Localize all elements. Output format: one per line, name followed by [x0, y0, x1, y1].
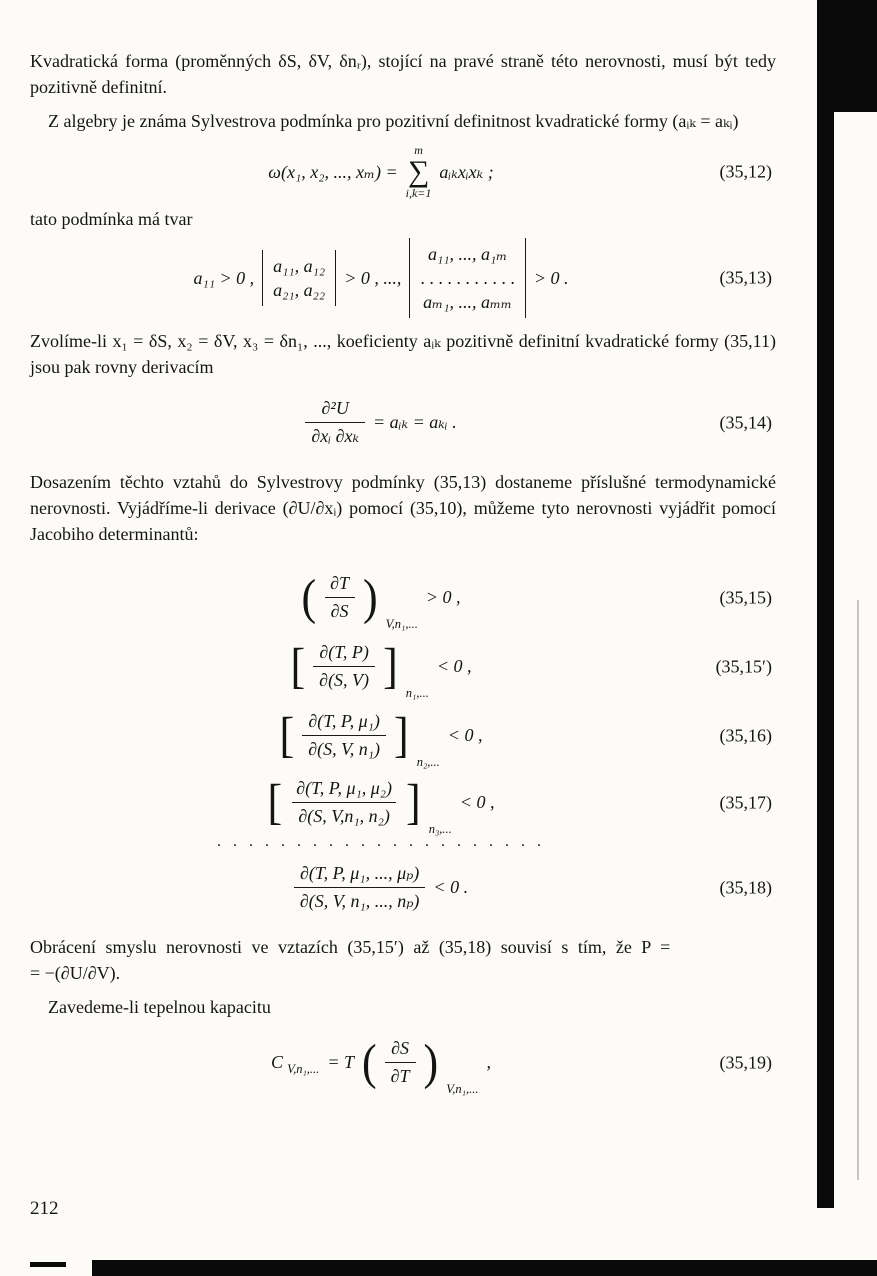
paragraph-coefficients: Zvolíme-li x₁ = δS, x₂ = δV, x₃ = δn₁, ..., koeficienty aᵢₖ pozitivně definitní kvadratické formy (35,11) jsou pak rovny derivacím [30, 331, 776, 378]
paragraph-condition: tato podmínka má tvar [30, 209, 193, 230]
equation-number: (35,18) [719, 877, 772, 898]
eq14-rhs: = aᵢₖ = aₖᵢ . [373, 412, 457, 433]
ellipsis-row [30, 833, 776, 851]
equation-number: (35,17) [719, 792, 772, 813]
fraction-denominator: ∂(S, V, n₁, ..., nₚ) [294, 887, 426, 912]
fraction-numerator: ∂(T, P, μ₁) [308, 711, 380, 732]
left-bracket: [ [279, 708, 295, 763]
fraction-denominator: ∂S [325, 597, 355, 622]
eq13-term3: > 0 . [533, 267, 569, 288]
paragraph-substitution: Dosazením těchto vztahů do Sylvestrovy podmínky (35,13) dostaneme příslušné termodynamické nerovnosti. Vyjádříme-li derivace (∂U/∂xᵢ) pomocí (35,10), můžeme tyto nerovnosti vyjádřit pomocí Jacobiho determinantů: [30, 472, 776, 545]
equation-35-15 [30, 570, 776, 632]
fraction-denominator: ∂(S, V, n₁) [302, 735, 386, 760]
equation-number: (35,12) [719, 161, 772, 182]
left-paren: ( [361, 1035, 377, 1090]
scan-gutter-shadow [817, 0, 834, 1208]
equation-number: (35,15′) [715, 656, 772, 677]
ellipsis-dots: . . . . . . . . . . . . . . . . . . . . . [217, 833, 545, 851]
eq18-relation: < 0 . [433, 877, 469, 898]
fraction [305, 398, 365, 447]
scan-mark-bottom-left [30, 1262, 66, 1267]
eq19-symbol: C [271, 1052, 284, 1073]
summation-symbol [406, 144, 432, 200]
right-paren: ) [363, 570, 378, 625]
eq12-lhs: ω(x₁, x₂, ..., xₘ) = [268, 161, 398, 182]
constraint-subscript: n₁,... [405, 686, 429, 701]
right-bracket: ] [383, 639, 398, 694]
eq15-relation: > 0 , [425, 587, 461, 608]
fraction [313, 642, 375, 691]
fraction-denominator: ∂(S, V,n₁, n₂) [292, 802, 396, 827]
sum-upper-limit: m [414, 143, 423, 157]
det-row-dots: . . . . . . . . . . . [420, 268, 515, 289]
determinant-mxm [409, 238, 526, 318]
constraint-subscript: V,n₁,... [385, 617, 418, 632]
eq19-equals: = T [327, 1052, 354, 1073]
fraction [385, 1038, 416, 1087]
paragraph-reversal-line1: Obrácení smyslu nerovnosti ve vztazích (35,15′) až (35,18) souvisí s tím, že P = [30, 937, 671, 958]
scan-dark-corner-top-right [817, 0, 877, 112]
fraction-denominator: ∂xᵢ ∂xₖ [305, 422, 365, 447]
fraction-numerator: ∂(T, P, μ₁, μ₂) [296, 778, 393, 799]
eq16-relation: < 0 , [447, 725, 483, 746]
constraint-subscript: n₃,... [428, 822, 452, 837]
fraction [302, 711, 386, 760]
eq15p-relation: < 0 , [436, 656, 472, 677]
paragraph-reversal [30, 934, 776, 986]
fraction [290, 778, 398, 827]
page-number: 212 [30, 1198, 59, 1219]
fraction-numerator: ∂T [330, 573, 349, 594]
paragraph-sylvester: Z algebry je známa Sylvestrova podmínka pro pozitivní definitnost kvadratické formy (aᵢₖ = aₖᵢ) [48, 111, 739, 131]
fraction [294, 863, 426, 912]
eq19-symbol-subscript: V,n₁,... [287, 1062, 320, 1077]
fraction-numerator: ∂S [391, 1038, 410, 1059]
eq13-term2: > 0 , ..., [344, 267, 402, 288]
sigma-icon: ∑ [407, 155, 430, 189]
equation-number: (35,15) [719, 587, 772, 608]
equation-35-12 [30, 144, 776, 200]
constraint-subscript: V,n₁,... [446, 1082, 479, 1097]
eq17-relation: < 0 , [459, 792, 495, 813]
text-block [30, 48, 776, 1097]
constraint-subscript: n₂,... [416, 755, 440, 770]
equation-35-16 [30, 708, 776, 770]
det-row: a₁₁, ..., a₁ₘ [427, 244, 508, 265]
equation-number: (35,16) [719, 725, 772, 746]
right-paren: ) [423, 1035, 439, 1090]
equation-35-19 [30, 1035, 776, 1097]
right-bracket: ] [394, 708, 409, 763]
equation-35-15prime [30, 639, 776, 701]
scan-dark-bar-bottom [92, 1260, 877, 1276]
fraction-numerator: ∂(T, P, μ₁, ..., μₚ) [300, 863, 420, 884]
right-bracket: ] [406, 775, 421, 830]
equation-number: (35,19) [719, 1052, 772, 1073]
left-paren: ( [301, 570, 317, 625]
eq13-term1: a₁₁ > 0 , [193, 267, 255, 288]
eq19-comma: , [486, 1052, 491, 1073]
fraction-denominator: ∂T [385, 1062, 416, 1087]
sum-lower-limit: i,k=1 [405, 186, 432, 201]
equation-35-17 [30, 775, 776, 837]
equation-number: (35,13) [719, 267, 772, 288]
determinant-2x2 [262, 250, 336, 306]
fraction-numerator: ∂²U [321, 398, 349, 419]
paragraph-reversal-line2: = −(∂U/∂V). [30, 963, 121, 984]
equation-35-14 [30, 398, 776, 447]
fraction-denominator: ∂(S, V) [313, 666, 375, 691]
paragraph-heat-capacity: Zavedeme-li tepelnou kapacitu [48, 997, 271, 1018]
equation-number: (35,14) [719, 412, 772, 433]
page-edge-line [857, 600, 859, 1180]
det-row: a₂₁, a₂₂ [273, 280, 326, 301]
det-row: aₘ₁, ..., aₘₘ [423, 292, 513, 313]
det-row: a₁₁, a₁₂ [273, 256, 326, 277]
left-bracket: [ [267, 775, 283, 830]
left-bracket: [ [290, 639, 306, 694]
fraction [324, 573, 355, 622]
equation-35-13 [30, 238, 776, 318]
paragraph-intro: Kvadratická forma (proměnných δS, δV, δnᵣ), stojící na pravé straně této nerovnosti, musí být tedy pozitivně definitní. [30, 51, 776, 97]
fraction-numerator: ∂(T, P) [319, 642, 369, 663]
eq12-rhs: aᵢₖxᵢxₖ ; [439, 161, 494, 182]
equation-35-18 [30, 863, 776, 912]
